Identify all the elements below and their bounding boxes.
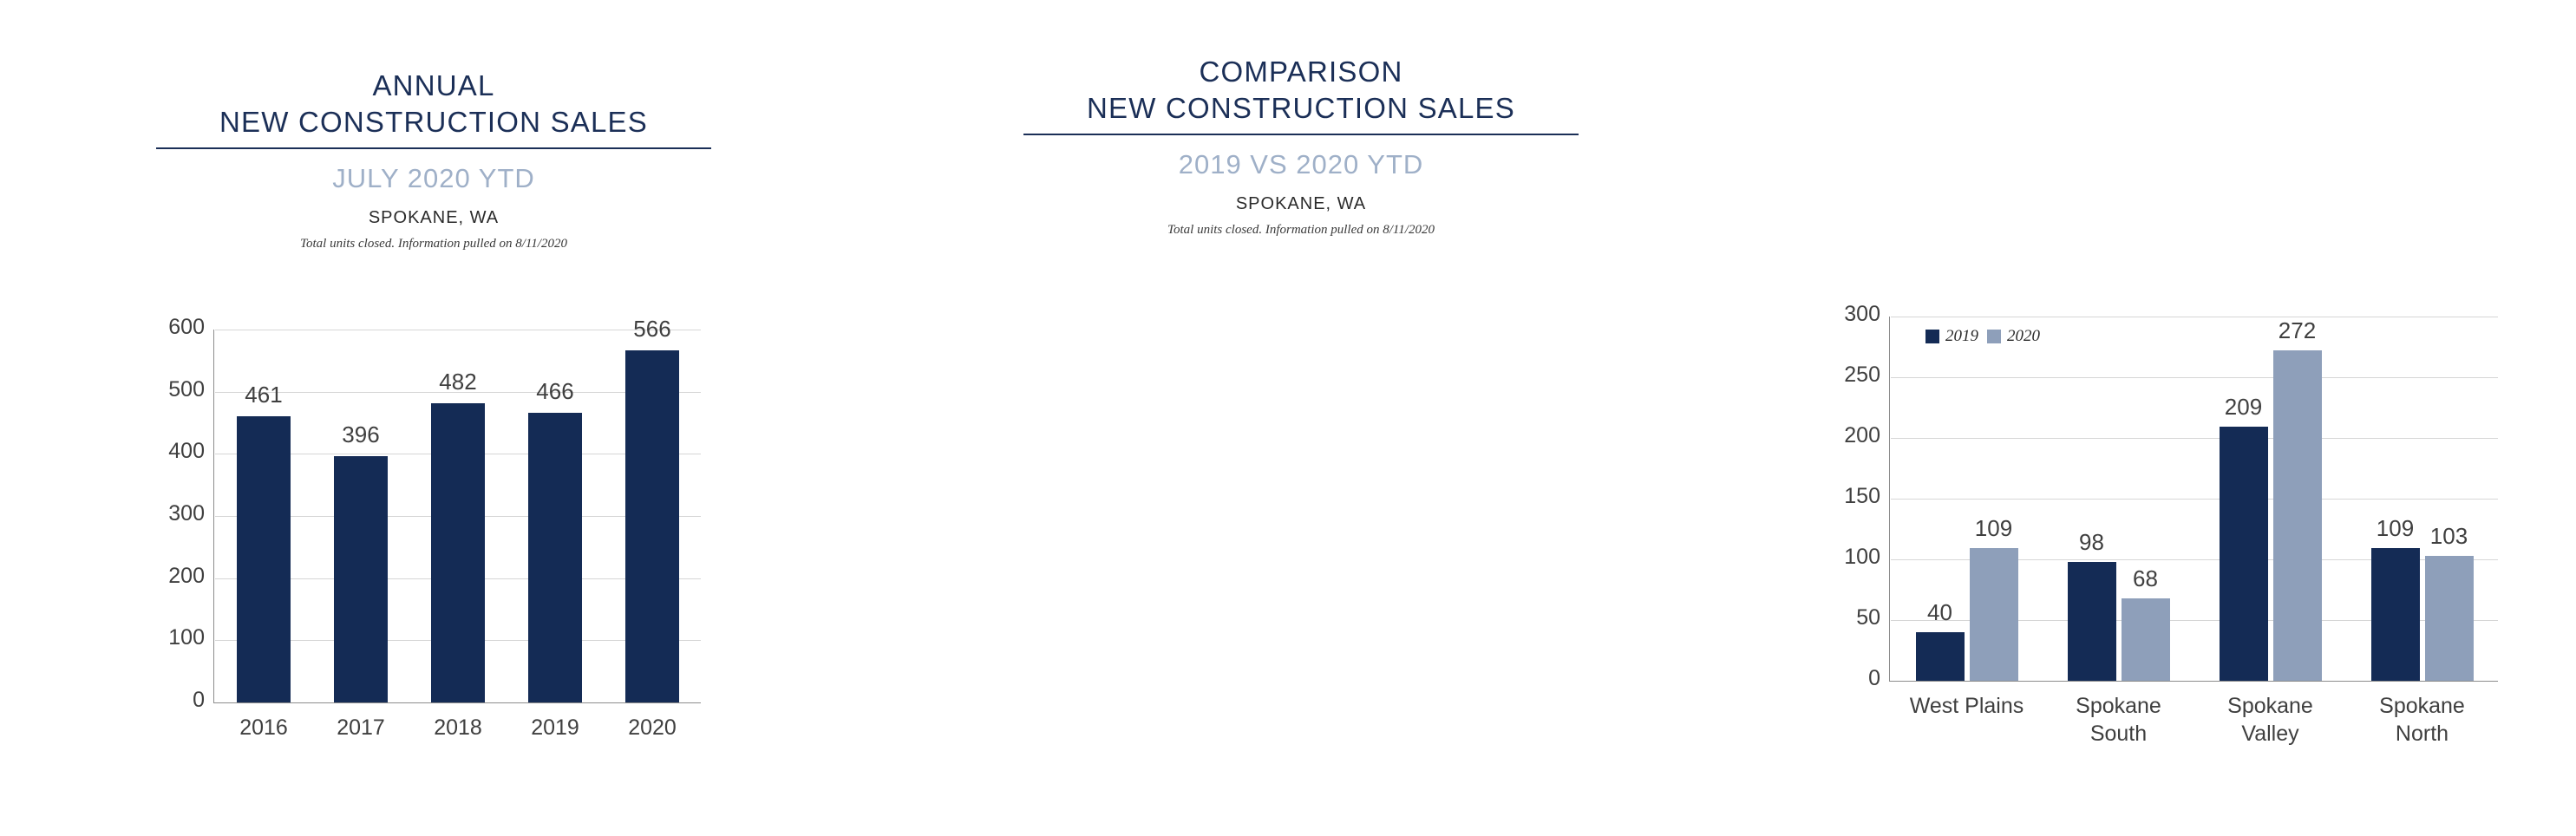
- annual-title-divider: [156, 147, 711, 149]
- bar-value-label: 466: [536, 378, 574, 405]
- bar-value-label: 461: [245, 381, 283, 408]
- annual-heading: [130, 68, 737, 251]
- x-axis-line: [213, 702, 701, 703]
- gridline: [1891, 377, 2498, 378]
- bar: [2371, 548, 2420, 681]
- comparison-plot-area: [1891, 317, 2498, 681]
- bar-value-label: 98: [2079, 528, 2104, 555]
- x-axis-category-label: 2018: [434, 715, 482, 740]
- bar-value-label: 396: [342, 421, 380, 448]
- annual-title-line2: NEW CONSTRUCTION SALES: [219, 106, 648, 139]
- x-axis-category-label: Spokane South: [2076, 694, 2161, 746]
- bar: [237, 416, 291, 702]
- gridline: [1891, 438, 2498, 439]
- legend-item[interactable]: [1925, 327, 1978, 346]
- comparison-source-note: Total units closed. Information pulled on 8/11/2020: [1167, 223, 1435, 238]
- y-axis-tick-label: 250: [1844, 362, 1880, 387]
- y-axis-tick-label: 150: [1844, 484, 1880, 508]
- annual-sales-panel: [0, 0, 867, 836]
- y-axis-tick-label: 100: [168, 625, 205, 650]
- bar-value-label: 209: [2224, 394, 2263, 421]
- bar-value-label: 40: [1927, 599, 1952, 625]
- x-axis-category-label: 2020: [628, 715, 677, 740]
- y-axis-tick-label: 50: [1856, 605, 1880, 630]
- comparison-sales-chart: [1813, 299, 2576, 785]
- y-axis-tick-label: 100: [1844, 545, 1880, 569]
- x-axis-category-label: Spokane Valley: [2227, 694, 2313, 746]
- y-axis-line: [1889, 317, 1890, 681]
- annual-subtitle: JULY 2020 YTD: [332, 163, 535, 194]
- legend-item[interactable]: [1987, 327, 2040, 346]
- bar-value-label: 482: [439, 368, 477, 395]
- x-axis-category-label: 2017: [337, 715, 385, 740]
- y-axis-tick-label: 300: [1844, 302, 1880, 326]
- y-axis-tick-label: 300: [168, 501, 205, 526]
- x-axis-category-label: 2016: [239, 715, 288, 740]
- annual-city-label: SPOKANE, WA: [368, 208, 500, 228]
- bar-value-label: 68: [2133, 565, 2158, 591]
- annual-sales-chart: [130, 312, 737, 740]
- comparison-legend: [1925, 327, 2040, 346]
- bar: [2425, 556, 2474, 681]
- bar: [334, 456, 388, 702]
- y-axis-tick-label: 200: [1844, 423, 1880, 447]
- comparison-subtitle: 2019 VS 2020 YTD: [1178, 149, 1424, 180]
- bar: [2122, 598, 2170, 681]
- y-axis-tick-label: 600: [168, 315, 205, 339]
- comparison-heading: [919, 54, 1683, 238]
- x-axis-category-label: Spokane North: [2379, 694, 2465, 746]
- y-axis-tick-label: 500: [168, 376, 205, 402]
- annual-source-note: Total units closed. Information pulled on 8/11/2020: [300, 237, 567, 251]
- x-axis-category-label: 2019: [531, 715, 579, 740]
- bar-value-label: 103: [2429, 522, 2468, 549]
- bar: [625, 350, 679, 702]
- legend-swatch: [1925, 330, 1939, 343]
- comparison-city-label: SPOKANE, WA: [1235, 194, 1367, 214]
- y-axis-tick-label: 0: [1868, 666, 1880, 690]
- bar-value-label: 272: [2278, 317, 2317, 344]
- y-axis-line: [213, 330, 214, 702]
- comparison-title-line2: NEW CONSTRUCTION SALES: [1087, 92, 1515, 125]
- y-axis-tick-label: 0: [193, 688, 205, 712]
- bar: [431, 403, 485, 702]
- comparison-sales-panel: [867, 0, 2468, 836]
- bar: [2220, 427, 2268, 681]
- gridline: [1891, 499, 2498, 500]
- bar: [1916, 632, 1965, 681]
- bar: [528, 413, 582, 702]
- bar-value-label: 566: [633, 316, 671, 343]
- x-axis-line: [1889, 681, 2498, 682]
- legend-swatch: [1987, 330, 2001, 343]
- y-axis-tick-label: 400: [168, 439, 205, 464]
- comparison-title-line1: COMPARISON: [1199, 56, 1403, 88]
- bar-value-label: 109: [2376, 515, 2415, 542]
- comparison-title-divider: [1023, 134, 1579, 135]
- legend-label: 2020: [2007, 327, 2040, 345]
- y-axis-tick-label: 200: [168, 563, 205, 588]
- x-axis-category-label: West Plains: [1909, 694, 2024, 718]
- legend-label: 2019: [1945, 327, 1978, 345]
- bar-value-label: 109: [1974, 515, 2013, 542]
- annual-title-line1: ANNUAL: [372, 69, 495, 101]
